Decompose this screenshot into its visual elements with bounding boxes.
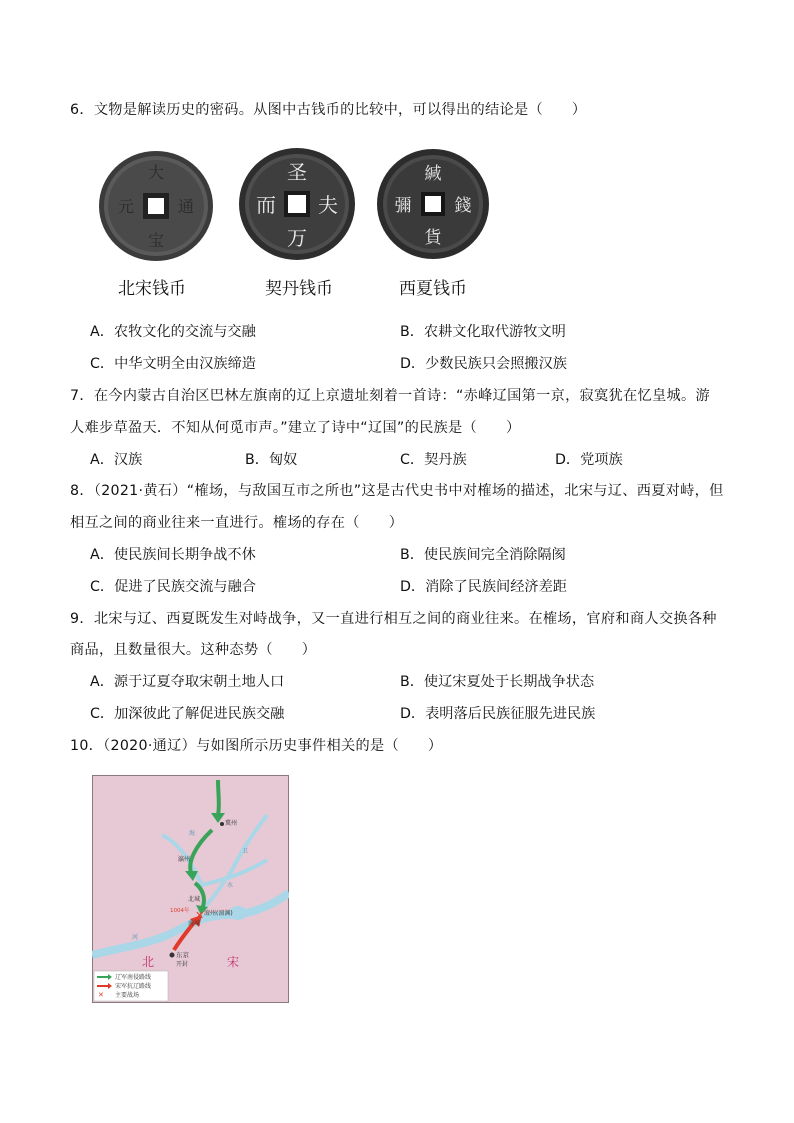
- label-bei: 北: [142, 955, 155, 969]
- coin3-char-left: 彌: [394, 196, 412, 216]
- q6-option-c: C．中华文明全由汉族缔造: [90, 356, 256, 372]
- q6-stem: 6．文物是解读历史的密码。从图中古钱币的比较中，可以得出的结论是（ ）: [70, 102, 587, 118]
- q9-option-d: D．表明落后民族征服先进民族: [400, 706, 596, 722]
- coin1-char-left: 元: [117, 197, 135, 216]
- label-river-he: 河: [132, 934, 139, 941]
- q6-option-a: A．农牧文化的交流与交融: [90, 324, 256, 340]
- coin-khitan: [238, 147, 356, 265]
- q8-stem-line2: 相互之间的商业往来一直进行。榷场的存在（ ）: [70, 515, 404, 531]
- northern-song-coin-image: [98, 150, 214, 262]
- svg-text:✕: ✕: [98, 991, 104, 999]
- q9-option-b: B．使辽宋夏处于长期战争状态: [400, 674, 595, 690]
- label-beicheng: 北城: [188, 896, 201, 903]
- chanyuan-battle-map: [92, 775, 289, 1003]
- coin3-char-right: 錢: [454, 196, 472, 216]
- coin-northern-song: [98, 150, 214, 266]
- coin2-char-top: 圣: [287, 160, 307, 184]
- coin-caption-western-xia: 西夏钱币: [399, 279, 467, 299]
- q8-option-d: D．消除了民族间经济差距: [400, 579, 567, 595]
- coin1-char-bottom: 宝: [147, 231, 165, 250]
- legend-battlefield: 主要战场: [115, 992, 140, 999]
- coin-caption-northern-song: 北宋钱币: [118, 279, 186, 299]
- q7-stem-line1: 7．在今内蒙古自治区巴林左旗南的辽上京遗址刻着一首诗：“赤峰辽国第一京，寂寞犹在忆皇城。游: [70, 388, 710, 404]
- label-chanzhou: 澶州(澶渊): [204, 910, 233, 917]
- khitan-coin-image: [238, 147, 356, 261]
- label-song: 宋: [227, 955, 240, 969]
- label-river-hai: 海: [189, 830, 196, 837]
- label-jizhou: 冀州: [225, 820, 238, 827]
- label-nancheng: 南城: [188, 920, 201, 927]
- map-graphic: [92, 775, 289, 1003]
- q7-option-b: B．匈奴: [245, 452, 298, 468]
- q6-option-b: B．农耕文化取代游牧文明: [400, 324, 566, 340]
- q9-option-a: A．源于辽夏夺取宋朝土地人口: [90, 674, 285, 690]
- coin2-char-right: 夫: [318, 193, 338, 217]
- q6-option-d: D．少数民族只会照搬汉族: [400, 356, 567, 372]
- q8-option-a: A．使民族间长期争战不休: [90, 547, 256, 563]
- q7-option-d: D．党项族: [555, 452, 623, 468]
- q8-option-b: B．使民族间完全消除隔阂: [400, 547, 566, 563]
- legend-liao-route: 辽军南侵路线: [115, 974, 152, 981]
- coin2-char-left: 而: [256, 193, 276, 217]
- coin-caption-khitan: 契丹钱币: [265, 279, 333, 299]
- q9-stem-line1: 9．北宋与辽、西夏既发生对峙战争，又一直进行相互之间的商业往来。在榷场，官府和商人交换各种: [70, 611, 717, 627]
- legend-song-route: 宋军抗辽路线: [115, 983, 152, 990]
- label-year: 1004年: [170, 908, 190, 914]
- western-xia-coin-image: [376, 148, 490, 260]
- svg-text:✕: ✕: [195, 909, 205, 922]
- coin1-char-right: 通: [177, 197, 195, 216]
- q7-option-a: A．汉族: [90, 452, 143, 468]
- label-yingzhou: 瀛州: [178, 856, 191, 863]
- q8-option-c: C．促进了民族交流与融合: [90, 579, 256, 595]
- coin-western-xia: [376, 148, 490, 264]
- q10-stem: 10．（2020·通辽）与如图所示历史事件相关的是（ ）: [70, 738, 443, 754]
- coin1-char-top: 大: [147, 163, 165, 182]
- q9-option-c: C．加深彼此了解促进民族交融: [90, 706, 285, 722]
- label-dongjing: 东京: [176, 951, 189, 959]
- q9-stem-line2: 商品，且数量很大。这种态势（ ）: [70, 642, 317, 658]
- label-river-wei: 卫: [242, 848, 249, 855]
- label-kaifeng: 开封: [176, 961, 189, 968]
- q7-option-c: C．契丹族: [400, 452, 467, 468]
- coin3-char-top: 緘: [424, 164, 442, 184]
- q7-stem-line2: 人难步草盈天．不知从何觅市声。”建立了诗中“辽国”的民族是（ ）: [70, 420, 521, 436]
- label-river-shui: 水: [227, 882, 234, 889]
- q8-stem-line1: 8．（2021·黄石）“榷场，与敌国互市之所也”这是古代史书中对榷场的描述，北宋与辽、西夏对峙，但: [70, 483, 724, 499]
- coin3-char-bottom: 貨: [424, 228, 442, 248]
- coin2-char-bottom: 万: [287, 226, 307, 250]
